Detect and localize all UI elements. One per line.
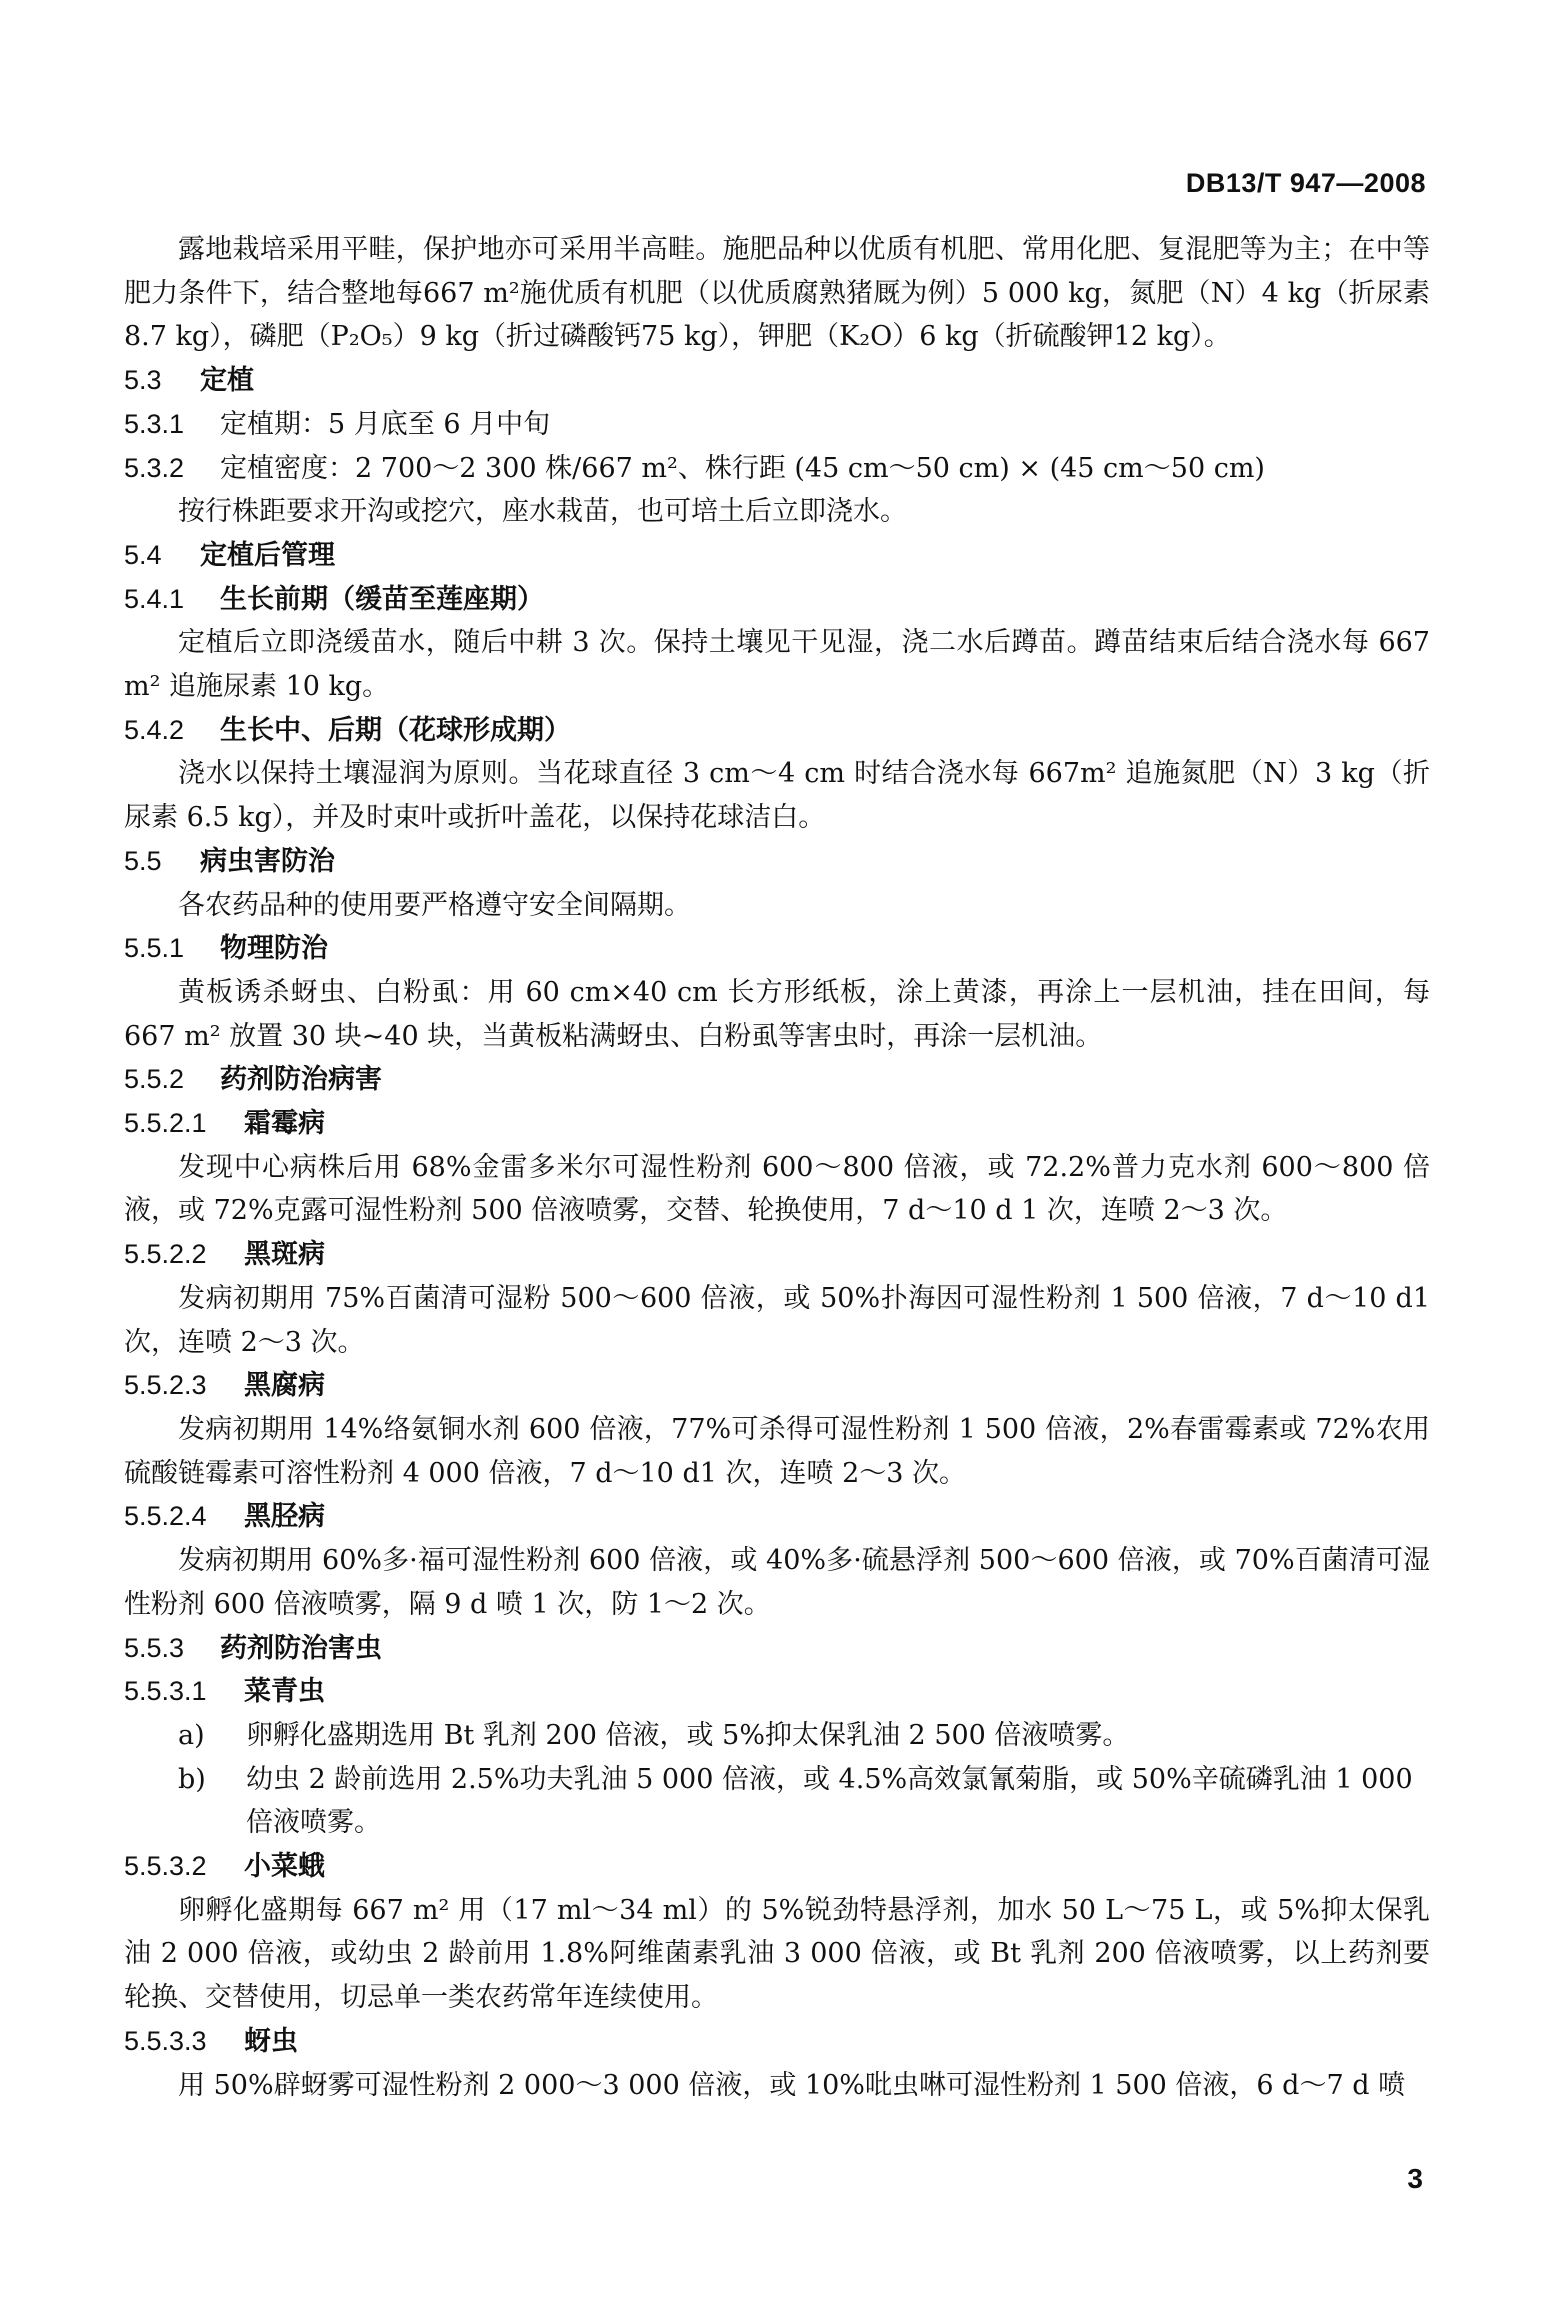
section-number: 5.3.2 — [124, 452, 185, 483]
section-number: 5.5.2.1 — [124, 1108, 207, 1139]
heading-5-5-2-1 — [124, 1102, 1430, 1146]
section-number: 5.5.3 — [124, 1632, 185, 1663]
section-title: 定植 — [200, 365, 254, 396]
heading-5-5-3-3 — [124, 2020, 1430, 2064]
section-title: 定植后管理 — [200, 539, 335, 570]
paragraph-fertilization: 露地栽培采用平畦，保护地亦可采用半高畦。施肥品种以优质有机肥、常用化肥、复混肥等为主；在中等肥力条件下，结合整地每667 m²施优质有机肥（以优质腐熟猪厩为例）5 000 kg，氮肥（N）4 kg（折尿素8.7 kg），磷肥（P₂O₅）9 kg（折过磷酸钙75 kg），钾肥（K₂O）6 kg（折硫酸钾12 kg）。 — [124, 234, 1430, 353]
section-number: 5.5.2.2 — [124, 1239, 207, 1270]
section-number: 5.4.1 — [124, 583, 185, 614]
paragraph-diamondback-moth: 卵孵化盛期每 667 m² 用（17 ml～34 ml）的 5%锐劲特悬浮剂，加水 50 L～75 L，或 5%抑太保乳油 2 000 倍液，或幼虫 2 龄前用 1.8%阿维菌素乳油 3 000 倍液，或 Bt 乳剂 200 倍液喷雾，以上药剂要轮换、交替使用，切忌单一类农药常年连续使用。 — [124, 1894, 1430, 2014]
section-text: 定植密度：2 700～2 300 株/667 m²、株行距 (45 cm～50 cm) × (45 cm～50 cm) — [220, 452, 1265, 484]
heading-5-3-1 — [124, 403, 1430, 447]
heading-5-5 — [124, 840, 1430, 884]
section-number: 5.3.1 — [124, 408, 185, 439]
paragraph-black-shank: 发病初期用 60%多·福可湿性粉剂 600 倍液，或 40%多·硫悬浮剂 500～600 倍液，或 70%百菌清可湿性粉剂 600 倍液喷雾，隔 9 d 喷 1 次，防 1～2 次。 — [124, 1545, 1430, 1620]
section-number: 5.5.3.3 — [124, 2025, 207, 2056]
section-title: 药剂防治害虫 — [220, 1632, 382, 1663]
list-item — [124, 1714, 1430, 1758]
heading-5-4-1 — [124, 578, 1430, 622]
section-title: 菜青虫 — [244, 1676, 325, 1707]
paragraph-safety-interval: 各农药品种的使用要严格遵守安全间隔期。 — [178, 889, 691, 921]
heading-5-4-2 — [124, 709, 1430, 753]
section-text: 定植期：5 月底至 6 月中旬 — [220, 408, 551, 440]
section-title: 物理防治 — [220, 933, 328, 964]
section-title: 黑胫病 — [244, 1501, 325, 1532]
paragraph-black-rot: 发病初期用 14%络氨铜水剂 600 倍液，77%可杀得可湿性粉剂 1 500 倍液，2%春雷霉素或 72%农用硫酸链霉素可溶性粉剂 4 000 倍液，7 d～10 d1 次，连喷 2～3 次。 — [124, 1413, 1430, 1489]
section-title: 蚜虫 — [244, 2025, 298, 2056]
section-number: 5.3 — [124, 365, 162, 396]
document-code: DB13/T 947—2008 — [1185, 168, 1426, 198]
paragraph-late-growth: 浇水以保持土壤湿润为原则。当花球直径 3 cm～4 cm 时结合浇水每 667m² 追施氮肥（N）3 kg（折尿素 6.5 kg），并及时束叶或折叶盖花，以保持花球洁白。 — [124, 758, 1430, 834]
heading-5-5-2-4 — [124, 1495, 1430, 1539]
section-number: 5.5.1 — [124, 933, 185, 964]
document-body — [124, 228, 1430, 2107]
heading-5-5-2 — [124, 1058, 1430, 1102]
heading-5-3 — [124, 359, 1430, 403]
section-number: 5.5.3.2 — [124, 1851, 207, 1882]
list-marker: b) — [178, 1763, 206, 1795]
list-item — [124, 1758, 1430, 1845]
section-number: 5.5.2.4 — [124, 1501, 207, 1532]
section-number: 5.5.2.3 — [124, 1370, 207, 1401]
paragraph-black-spot: 发病初期用 75%百菌清可湿粉 500～600 倍液，或 50%扑海因可湿性粉剂 1 500 倍液，7 d～10 d1 次，连喷 2～3 次。 — [124, 1282, 1430, 1358]
section-number: 5.4.2 — [124, 714, 185, 745]
heading-5-4 — [124, 534, 1430, 578]
paragraph-yellow-board: 黄板诱杀蚜虫、白粉虱：用 60 cm×40 cm 长方形纸板，涂上黄漆，再涂上一层机油，挂在田间，每 667 m² 放置 30 块~40 块，当黄板粘满蚜虫、白粉虱等害虫时，再涂一层机油。 — [124, 976, 1430, 1052]
paragraph-aphids: 用 50%辟蚜雾可湿性粉剂 2 000～3 000 倍液，或 10%吡虫啉可湿性粉剂 1 500 倍液，6 d～7 d 喷 — [178, 2069, 1406, 2101]
section-title: 生长中、后期（花球形成期） — [220, 714, 571, 745]
paragraph-early-growth: 定植后立即浇缓苗水，随后中耕 3 次。保持土壤见干见湿，浇二水后蹲苗。蹲苗结束后结合浇水每 667 m² 追施尿素 10 kg。 — [124, 627, 1430, 703]
list-text: 幼虫 2 龄前选用 2.5%功夫乳油 5 000 倍液，或 4.5%高效氯氰菊脂，或 50%辛硫磷乳油 1 000 倍液喷雾。 — [246, 1763, 1413, 1839]
heading-5-5-1 — [124, 927, 1430, 971]
section-number: 5.5.2 — [124, 1064, 185, 1095]
section-title: 黑腐病 — [244, 1370, 325, 1401]
section-title: 黑斑病 — [244, 1239, 325, 1270]
section-number: 5.5 — [124, 845, 162, 876]
page-number: 3 — [1407, 2163, 1423, 2194]
section-number: 5.4 — [124, 539, 162, 570]
list-marker: a) — [178, 1719, 205, 1751]
heading-5-5-3 — [124, 1627, 1430, 1671]
section-title: 生长前期（缓苗至莲座期） — [220, 583, 544, 614]
heading-5-5-2-3 — [124, 1364, 1430, 1408]
heading-5-3-2 — [124, 447, 1430, 491]
section-title: 霜霉病 — [244, 1108, 325, 1139]
heading-5-5-2-2 — [124, 1233, 1430, 1277]
heading-5-5-3-1 — [124, 1670, 1430, 1714]
heading-5-5-3-2 — [124, 1845, 1430, 1889]
paragraph-downy-mildew: 发现中心病株后用 68%金雷多米尔可湿性粉剂 600～800 倍液，或 72.2%普力克水剂 600～800 倍液，或 72%克露可湿性粉剂 500 倍液喷雾，交替、轮换使用，7 d～10 d 1 次，连喷 2～3 次。 — [124, 1151, 1430, 1227]
list-text: 卵孵化盛期选用 Bt 乳剂 200 倍液，或 5%抑太保乳油 2 500 倍液喷雾。 — [246, 1719, 1130, 1751]
section-title: 药剂防治病害 — [220, 1064, 382, 1095]
section-title: 小菜蛾 — [244, 1851, 325, 1882]
paragraph-planting-method: 按行株距要求开沟或挖穴，座水栽苗，也可培土后立即浇水。 — [178, 496, 907, 528]
section-title: 病虫害防治 — [200, 845, 335, 876]
section-number: 5.5.3.1 — [124, 1676, 207, 1707]
